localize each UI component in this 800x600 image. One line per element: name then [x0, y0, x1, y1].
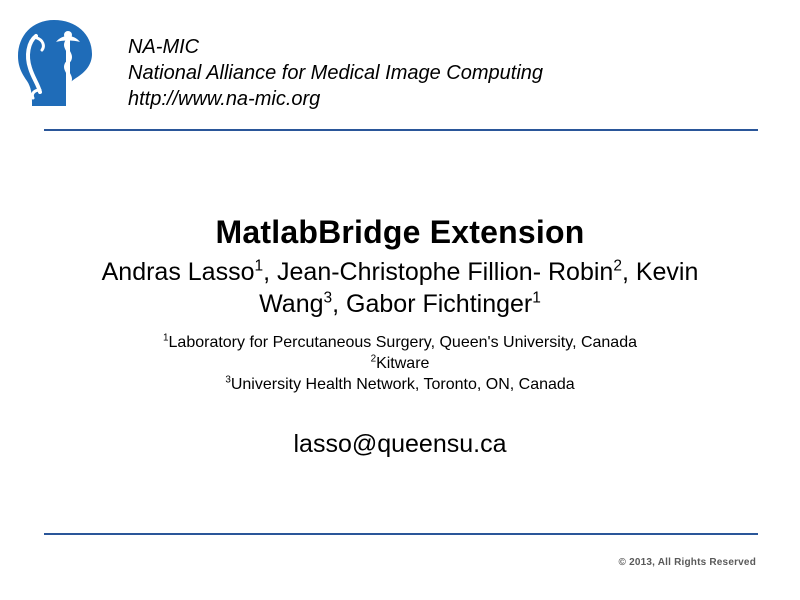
page-title: MatlabBridge Extension: [215, 214, 585, 250]
na-mic-head-caduceus-logo-icon: [14, 18, 96, 108]
org-name: National Alliance for Medical Image Computing: [128, 62, 544, 84]
affiliation-1: [42, 332, 758, 353]
author-line2-part3: , Gabor Fichtinger: [332, 290, 533, 318]
author-ref-3: 3: [323, 289, 333, 307]
affiliation-2-text: Kitware: [376, 355, 430, 372]
affiliation-1-text: Laboratory for Percutaneous Surgery, Queen's University, Canada: [168, 334, 637, 351]
author-line1-part2: , Jean-Christophe Fillion-: [263, 258, 542, 286]
affiliation-ref-3: 3: [225, 374, 231, 386]
affiliation-ref-1: 1: [163, 332, 169, 344]
affiliation-3-text: University Health Network, Toronto, ON, Canada: [230, 376, 575, 393]
title-block: [42, 212, 758, 459]
author-ref-2: 2: [613, 257, 622, 275]
author-line2-part2: , Kevin Wang: [259, 258, 699, 318]
slide-header: [14, 18, 758, 112]
header-text-block: [128, 18, 543, 112]
affiliation-2: [42, 353, 758, 374]
contact-email: lasso@queensu.ca: [293, 430, 507, 458]
authors: [42, 256, 758, 320]
author-line2-part1: Robin: [547, 258, 614, 286]
author-line1-part1: Andras Lasso: [101, 258, 255, 286]
header-divider: [44, 129, 758, 131]
affiliation-ref-2: 2: [370, 353, 377, 365]
author-ref-1: 1: [254, 257, 264, 275]
author-ref-4: 1: [532, 289, 541, 307]
copyright-notice: © 2013, All Rights Reserved: [618, 557, 756, 568]
affiliation-3: [42, 374, 758, 395]
footer-divider: [44, 533, 758, 535]
org-url: http://www.na-mic.org: [128, 88, 321, 110]
affiliations: [42, 332, 758, 395]
org-abbrev: NA-MIC: [128, 36, 200, 58]
